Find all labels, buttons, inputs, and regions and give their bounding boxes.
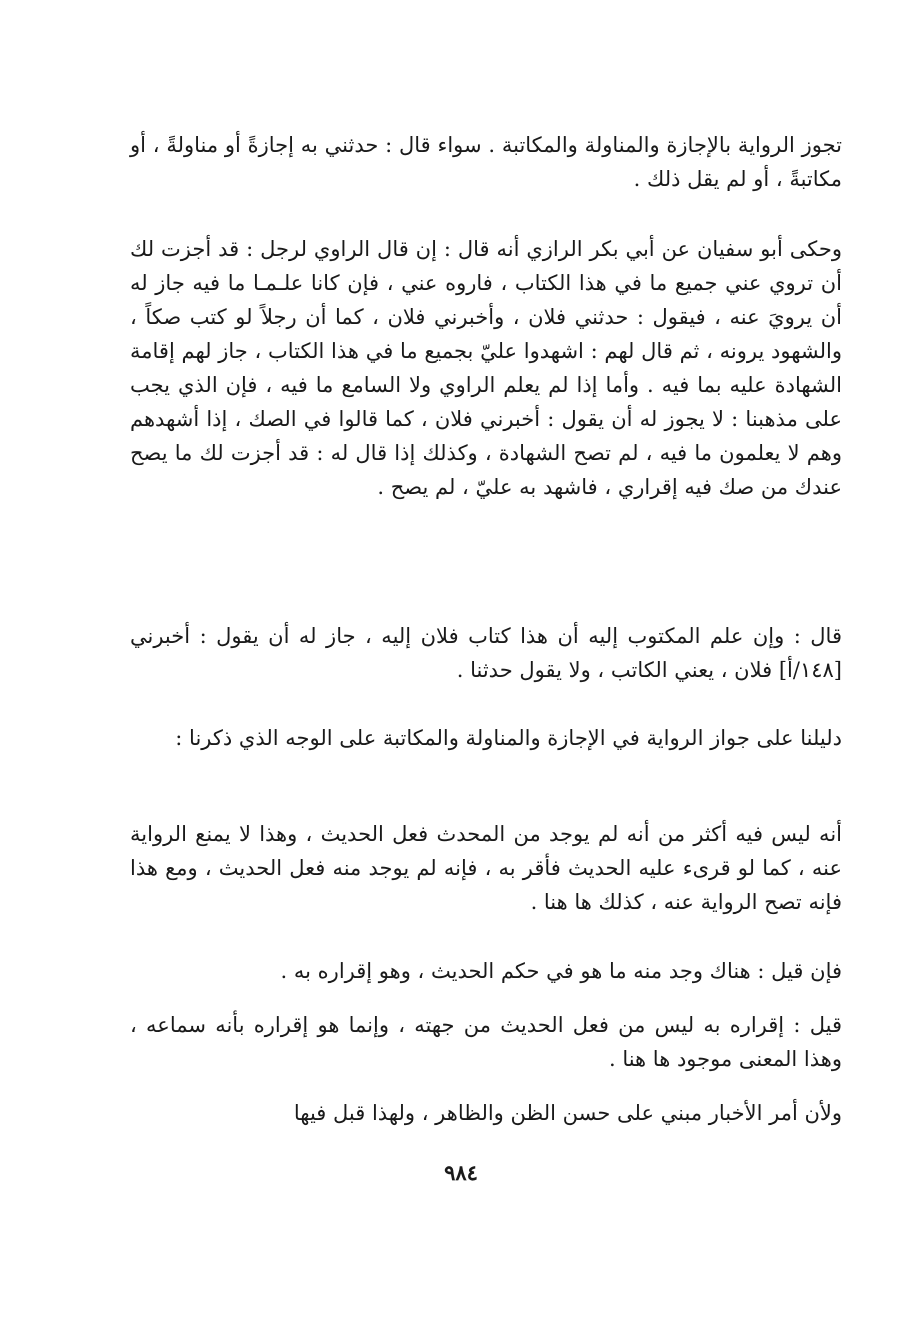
paragraph-text: وحكى أبو سفيان عن أبي بكر الرازي أنه قال : إن قال الراوي لرجل : قد أجزت لك أن تروي عني جميع ما في هذا الكتاب ، فاروه عني ، فإن كانا علـمـا ما فيه جاز له أن يرويَ عنه ، فيقول : حدثني فلان ، وأخبرني فلان ، كما أن رجلاً لو كتب صكاً ، والشهود يرونه ، ثم قال لهم : اشهدوا عليّ بجميع ما في هذا الكتاب ، جاز لهم إقامة الشهادة عليه بما فيه . وأما إذا لم يعلم الراوي ولا السامع ما فيه ، فإن الذي يجب على مذهبنا : لا يجوز له أن يقول : أخبرني فلان ، كما قالوا في الصك ، إذا أشهدهم وهم لا يعلمون ما فيه ، لم تصح الشهادة ، وكذلك إذا قال له : قد أجزت لك ما يصح عندك من صك فيه إقراري ، فاشهد به عليّ ، لم يصح . xyxy=(130,237,842,499)
paragraph-4 xyxy=(130,721,842,755)
paragraph-text: دليلنا على جواز الرواية في الإجازة والمناولة والمكاتبة على الوجه الذي ذكرنا : xyxy=(175,726,842,750)
paragraph-6 xyxy=(130,954,842,988)
paragraph-3 xyxy=(130,619,842,687)
paragraph-text: قال : وإن علم المكتوب إليه أن هذا كتاب فلان إليه ، جاز له أن يقول : أخبرني [١٤٨/أ] فلان ، يعني الكاتب ، ولا يقول حدثنا . xyxy=(130,624,842,682)
paragraph-5 xyxy=(130,817,842,919)
paragraph-text: أنه ليس فيه أكثر من أنه لم يوجد من المحدث فعل الحديث ، وهذا لا يمنع الرواية عنه ، كما لو قرىء عليه الحديث فأقر به ، فإنه لم يوجد منه فعل الحديث ، ومع هذا فإنه تصح الرواية عنه ، كذلك ها هنا . xyxy=(130,822,842,914)
paragraph-8 xyxy=(130,1096,842,1130)
paragraph-7 xyxy=(130,1008,842,1076)
paragraph-text: فإن قيل : هناك وجد منه ما هو في حكم الحديث ، وهو إقراره به . xyxy=(280,959,842,983)
paragraph-1 xyxy=(130,128,842,196)
paragraph-text: قيل : إقراره به ليس من فعل الحديث من جهته ، وإنما هو إقراره بأنه سماعه ، وهذا المعنى موجود ها هنا . xyxy=(130,1013,842,1071)
paragraph-2 xyxy=(130,232,842,504)
paragraph-text: ولأن أمر الأخبار مبني على حسن الظن والظاهر ، ولهذا قبل فيها xyxy=(293,1101,842,1125)
page-number: ٩٨٤ xyxy=(444,1160,478,1185)
paragraph-text: تجوز الرواية بالإجازة والمناولة والمكاتبة . سواء قال : حدثني به إجازةً أو مناولةً ، أو مكاتبةً ، أو لم يقل ذلك . xyxy=(130,133,842,191)
